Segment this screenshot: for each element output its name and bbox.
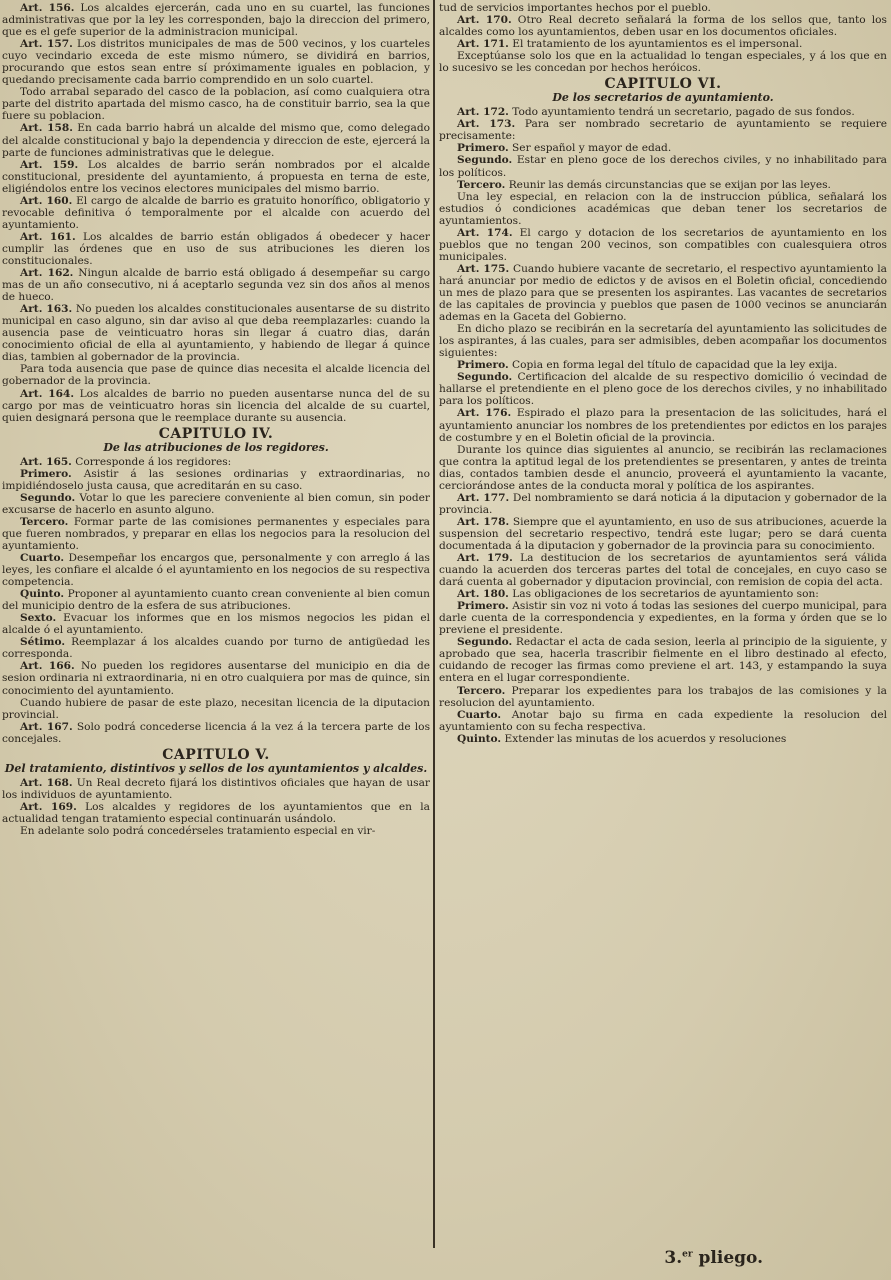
chapter-heading: CAPITULO V. <box>162 746 270 763</box>
paragraph <box>2 122 430 158</box>
paragraph <box>439 600 887 636</box>
paragraph <box>2 721 430 745</box>
article-number: Art. 178. <box>457 515 510 528</box>
article-number: Art. 177. <box>457 491 510 504</box>
chapter-subtitle: De los secretarios de ayuntamiento. <box>552 91 774 105</box>
article-number: Art. 162. <box>20 267 74 280</box>
paragraph-text: Todo arrabal separado del casco de la poblacion, así como cualquiera otra parte del distrito apartada del mismo casco, ha de constituir barrio, sea la que fuere su poblacion. <box>2 86 430 123</box>
article-number: Segundo. <box>457 636 513 649</box>
paragraph-text: Ser español y mayor de edad. <box>512 142 672 155</box>
paragraph-text: Para ser nombrado secretario de ayuntamiento se requiere precisamente: <box>439 118 887 143</box>
paragraph-text: tud de servicios importantes hechos por el pueblo. <box>439 2 711 14</box>
chapter-subtitle: Del tratamiento, distintivos y sellos de los ayuntamientos y alcaldes. <box>4 761 428 775</box>
paragraph-text: Extender las minutas de los acuerdos y resoluciones <box>504 732 787 745</box>
paragraph <box>2 231 430 267</box>
paragraph-text: Anotar bajo su firma en cada expediente la resolucion del ayuntamiento con su fecha respectiva. <box>439 708 887 733</box>
article-number: Primero. <box>457 600 509 613</box>
paragraph <box>2 388 430 424</box>
article-number: Tercero. <box>457 684 506 697</box>
article-number: Art. 167. <box>20 720 73 733</box>
article-number: Tercero. <box>20 515 69 528</box>
paragraph-text: Cuando hubiere vacante de secretario, el respectivo ayuntamiento la hará anunciar por medio de edictos y de avisos en el Boletin oficial, concediendo un mes de plazo para que se presenten los aspirantes. Las vacantes de secretarios de las capitales de provincia y pueblos que pasen de 1000 vecinos se anunciarán ademas en la Gaceta del Gobierno. <box>439 262 887 324</box>
paragraph-text: Copia en forma legal del título de capacidad que la ley exija. <box>512 359 838 372</box>
paragraph <box>439 371 887 407</box>
article-number: Tercero. <box>457 178 506 191</box>
paragraph-text: Corresponde á los regidores: <box>75 455 232 468</box>
paragraph <box>2 516 430 552</box>
paragraph <box>439 2 887 14</box>
paragraph-text: Los alcaldes de barrio serán nombrados por el alcalde constitucional, presidente del ayuntamiento, á propuesta en terna de este, eligiéndolos entre los vecinos electores municipales del mismo barrio. <box>2 158 430 195</box>
paragraph-text: Asistir sin voz ni voto á todas las sesiones del cuerpo municipal, para darle cuenta de la correspondencia y expedientes, en la forma y órden que se lo previene el presidente. <box>439 600 887 637</box>
paragraph <box>439 444 887 492</box>
chapter-heading: CAPITULO VI. <box>604 76 722 93</box>
article-number: Art. 160. <box>20 194 73 207</box>
paragraph <box>439 106 887 118</box>
paragraph-text: Estar en pleno goce de los derechos civiles, y no inhabilitado para los políticos. <box>439 154 887 179</box>
paragraph-text: Del nombramiento se dará noticia á la diputacion y gobernador de la provincia. <box>439 491 887 516</box>
paragraph-text: Preparar los expedientes para los trabajos de las comisiones y la resolucion del ayuntamiento. <box>439 684 887 709</box>
article-number: Art. 161. <box>20 230 76 243</box>
article-number: Art. 168. <box>20 776 73 789</box>
paragraph <box>439 552 887 588</box>
paragraph-text: Ningun alcalde de barrio está obligado á desempeñar su cargo mas de un año consecutivo, ni á aceptarlo segunda vez sin dos años al menos de hueco. <box>2 267 430 304</box>
paragraph-text: Las obligaciones de los secretarios de ayuntamiento son: <box>512 588 819 601</box>
paragraph <box>2 267 430 303</box>
paragraph <box>2 38 430 86</box>
article-number: Art. 158. <box>20 122 73 135</box>
article-number: Art. 171. <box>457 38 509 51</box>
paragraph <box>439 407 887 443</box>
paragraph <box>439 323 887 359</box>
article-number: Art. 157. <box>20 38 73 51</box>
paragraph <box>2 777 430 801</box>
paragraph <box>2 468 430 492</box>
article-number: Segundo. <box>457 154 513 167</box>
paragraph-text: Proponer al ayuntamiento cuanto crean conveniente al bien comun del municipio dentro de la esfera de sus atribuciones. <box>2 588 430 613</box>
paragraph <box>439 516 887 552</box>
chapter-subtitle: De las atribuciones de los regidores. <box>103 440 329 454</box>
article-number: Art. 166. <box>20 660 75 673</box>
paragraph <box>2 363 430 387</box>
article-number: Sexto. <box>20 612 57 625</box>
article-number: Art. 165. <box>20 455 72 468</box>
paragraph <box>2 697 430 721</box>
paragraph-text: No pueden los alcaldes constitucionales ausentarse de su distrito municipal en caso alguno, sin dar aviso al que deba reemplazarles: cuando la ausencia pase de veinticuatro horas sin llegar á cuatro dias, darán conocimiento oficial de ella al ayuntamiento, y habiendo de llegar á quince dias, tambien al gobernador de la provincia. <box>2 303 430 364</box>
article-number: Primero. <box>457 142 509 155</box>
paragraph <box>439 492 887 516</box>
left-column <box>2 2 430 1274</box>
article-number: Art. 173. <box>457 118 516 131</box>
paragraph-text: Los alcaldes de barrio no pueden ausentarse nunca del de su cargo por mas de veinticuatro horas sin licencia del alcalde de su cuartel, quien designará persona que le reemplace durante su ausencia. <box>2 387 430 424</box>
article-number: Art. 175. <box>457 262 510 275</box>
article-number: Art. 180. <box>457 588 509 601</box>
paragraph <box>2 612 430 636</box>
paragraph-text: Los distritos municipales de mas de 500 vecinos, y los cuarteles cuyo vecindario exceda de este mismo número, se dividirá en barrios, procurando que estos sean entre sí próximamente iguales en poblacion, y quedando precisamente cada barrio comprendido en un solo cuartel. <box>2 38 430 87</box>
paragraph-text: El tratamiento de los ayuntamientos es el impersonal. <box>512 38 803 51</box>
paragraph-text: Para toda ausencia que pase de quince dias necesita el alcalde licencia del gobernador de la provincia. <box>2 363 430 388</box>
paragraph-text: En cada barrio habrá un alcalde del mismo que, como delegado del alcalde constitucional y bajo la dependencia y direccion de este, ejercerá la parte de funciones administrativas que le delegue. <box>2 122 430 159</box>
paragraph <box>439 636 887 684</box>
paragraph <box>439 588 887 600</box>
paragraph-text: Asistir á las sesiones ordinarias y extraordinarias, no impidiéndoselo justa causa, que acreditarán en su caso. <box>2 467 430 492</box>
article-number: Primero. <box>457 359 509 372</box>
column-divider <box>433 0 435 1248</box>
paragraph-text: En adelante solo podrá concedérseles tratamiento especial en vir- <box>20 824 376 837</box>
paragraph-text: El cargo y dotacion de los secretarios de ayuntamiento en los pueblos que no tengan 200 vecinos, son compatibles con cualesquiera otros municipales. <box>439 226 887 263</box>
article-number: Art. 174. <box>457 226 513 239</box>
article-number: Cuarto. <box>20 552 65 565</box>
paragraph <box>2 825 430 837</box>
paragraph <box>439 14 887 38</box>
paragraph-text: Espirado el plazo para la presentacion de las solicitudes, hará el ayuntamiento anunciar los nombres de los pretendientes por edictos en los parajes de costumbre y en el Boletin oficial de la provincia. <box>439 407 887 444</box>
paragraph-text: Exceptúanse solo los que en la actualidad lo tengan especiales, y á los que en lo sucesivo se les concedan por hechos heróicos. <box>439 50 887 75</box>
paragraph <box>439 359 887 371</box>
paragraph <box>2 159 430 195</box>
paragraph-text: Durante los quince dias siguientes al anuncio, se recibirán las reclamaciones que contra la aptitud legal de los pretendientes se presentaren, y antes de treinta dias, contados tambien desde el anuncio, proveerá el ayuntamiento la vacante, cerciorándose antes de la conducta moral y política de los aspirantes. <box>439 443 887 492</box>
signature-word: pliego. <box>698 1248 763 1268</box>
paragraph-text: Formar parte de las comisiones permanentes y especiales para que fueren nombrados, y preparar en ellas los negocios para la resolucion del ayuntamiento. <box>2 515 430 552</box>
article-number: Art. 159. <box>20 158 79 171</box>
paragraph-text: Desempeñar los encargos que, personalmente y con arreglo á las leyes, les confiare el alcalde ó el ayuntamiento en los negocios de su respectiva competencia. <box>2 552 430 589</box>
paragraph-text: Siempre que el ayuntamiento, en uso de sus atribuciones, acuerde la suspension del secretario respectivo, tendrá este lugar; pero se dará cuenta documentada á la diputacion y gobernador de la provincia para su conocimiento. <box>439 515 887 552</box>
paragraph-text: En dicho plazo se recibirán en la secretaría del ayuntamiento las solicitudes de los aspirantes, á las cuales, para ser admisibles, deben acompañar los documentos siguientes: <box>439 323 887 360</box>
paragraph <box>2 492 430 516</box>
signature-sup: er <box>682 1249 693 1260</box>
paragraph <box>439 733 887 745</box>
paragraph-text: Evacuar los informes que en los mismos negocios les pidan el alcalde ó el ayuntamiento. <box>2 612 430 637</box>
article-number: Quinto. <box>457 732 502 745</box>
paragraph <box>439 179 887 191</box>
paragraph-text: Los alcaldes y regidores de los ayuntamientos que en la actualidad tengan tratamiento especial continuarán usándolo. <box>2 800 430 825</box>
article-number: Sétimo. <box>20 636 66 649</box>
paragraph <box>439 709 887 733</box>
paragraph <box>2 303 430 363</box>
paragraph <box>2 801 430 825</box>
article-number: Art. 170. <box>457 14 512 27</box>
article-number: Segundo. <box>457 371 513 384</box>
paragraph <box>439 227 887 263</box>
paragraph <box>2 456 430 468</box>
paragraph <box>2 86 430 122</box>
paragraph <box>2 552 430 588</box>
article-number: Segundo. <box>20 491 76 504</box>
article-number: Art. 172. <box>457 106 509 119</box>
article-number: Primero. <box>20 467 72 480</box>
signature-number: 3. <box>664 1248 683 1268</box>
paragraph <box>2 588 430 612</box>
paragraph <box>2 2 430 38</box>
paragraph <box>2 195 430 231</box>
article-number: Art. 169. <box>20 800 77 813</box>
paragraph <box>2 660 430 696</box>
paragraph <box>439 50 887 74</box>
paragraph <box>439 263 887 323</box>
paragraph-text: Una ley especial, en relacion con la de instruccion pública, señalará los estudios ó condiciones académicas que deban tener los secretarios de ayuntamientos. <box>439 190 887 227</box>
chapter-heading: CAPITULO IV. <box>158 425 274 442</box>
paragraph-text: Cuando hubiere de pasar de este plazo, necesitan licencia de la diputacion provincial. <box>2 696 430 721</box>
paragraph <box>2 636 430 660</box>
paragraph-text: La destitucion de los secretarios de ayuntamientos será válida cuando la acuerden dos terceras partes del total de concejales, en cuyo caso se dará cuenta al gobernador y diputacion provincial, con remision de copia del acta. <box>439 552 887 589</box>
article-number: Art. 164. <box>20 387 75 400</box>
paragraph-text: Certificacion del alcalde de su respectivo domicilio ó vecindad de hallarse el pretendiente en el pleno goce de los derechos civiles, y no inhabilitado para los políticos. <box>439 371 887 408</box>
paragraph-text: Reemplazar á los alcaldes cuando por turno de antigüedad les corresponda. <box>2 636 430 661</box>
paragraph-text: Todo ayuntamiento tendrá un secretario, pagado de sus fondos. <box>512 106 855 119</box>
paragraph-text: Solo podrá concederse licencia á la vez á la tercera parte de los concejales. <box>2 720 430 745</box>
article-number: Art. 176. <box>457 407 512 420</box>
paragraph <box>439 191 887 227</box>
paragraph-text: Reunir las demás circunstancias que se exijan por las leyes. <box>508 178 831 191</box>
paragraph-text: Redactar el acta de cada sesion, leerla al principio de la siguiente, y aprobado que sea, hacerla trascribir fielmente en el libro destinado al efecto, cuidando de recoger las firmas como previene el art. 143, y estampando la suya entera en el lugar correspondiente. <box>439 636 887 685</box>
paragraph-text: Votar lo que les pareciere conveniente al bien comun, sin poder excusarse de hacerlo en asunto alguno. <box>2 491 430 516</box>
right-column <box>439 2 887 1274</box>
paragraph <box>439 154 887 178</box>
paragraph <box>439 38 887 50</box>
paragraph <box>439 685 887 709</box>
article-number: Cuarto. <box>457 708 502 721</box>
article-number: Art. 156. <box>20 2 75 14</box>
article-number: Art. 163. <box>20 303 73 316</box>
paragraph-text: Otro Real decreto señalará la forma de los sellos que, tanto los alcaldes como los ayuntamientos, deben usar en los documentos oficiales. <box>439 14 887 39</box>
article-number: Quinto. <box>20 588 65 601</box>
paragraph <box>439 142 887 154</box>
paragraph-text: Un Real decreto fijará los distintivos oficiales que hayan de usar los individuos de ayuntamiento. <box>2 776 430 801</box>
paragraph-text: Los alcaldes de barrio están obligados á obedecer y hacer cumplir las órdenes que en uso de sus atribuciones les dieren los constitucionales. <box>2 230 430 267</box>
paragraph <box>439 118 887 142</box>
printer-signature <box>664 1248 763 1268</box>
paragraph-text: Los alcaldes ejercerán, cada uno en su cuartel, las funciones administrativas que por la ley les corresponden, bajo la direccion del primero, que es el gefe superior de la administracion municipal. <box>2 2 430 39</box>
article-number: Art. 179. <box>457 552 513 565</box>
paragraph-text: El cargo de alcalde de barrio es gratuito honorífico, obligatorio y revocable definitiva ó temporalmente por el alcalde con acuerdo del ayuntamiento. <box>2 194 430 231</box>
paragraph-text: No pueden los regidores ausentarse del municipio en dia de sesion ordinaria ni extraordinaria, ni en otro cualquiera por mas de quince, sin conocimiento del ayuntamiento. <box>2 660 430 697</box>
